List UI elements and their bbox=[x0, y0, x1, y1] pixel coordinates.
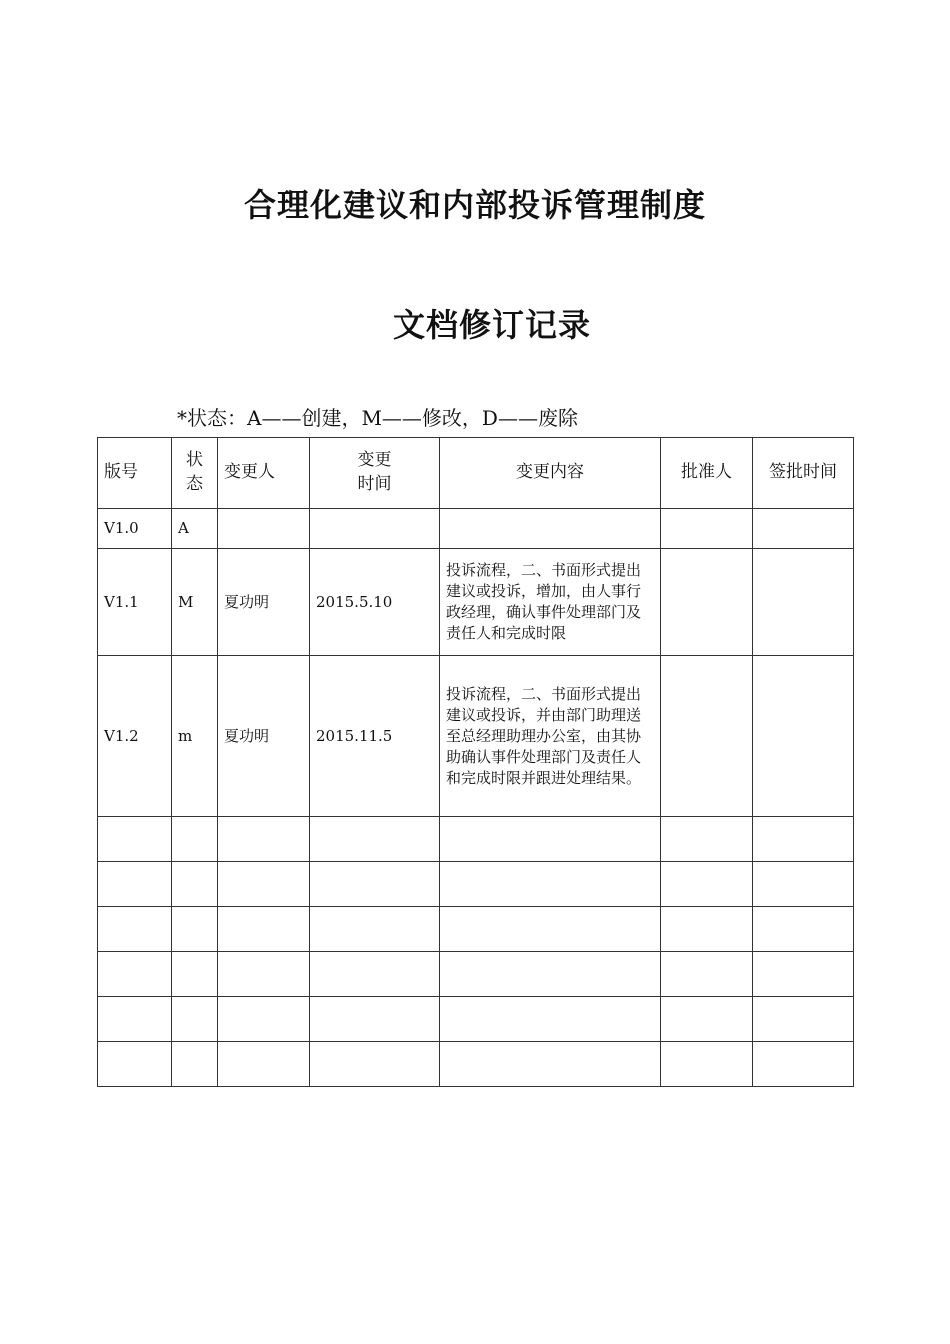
table-header-row bbox=[98, 438, 854, 509]
header-approver: 批准人 bbox=[661, 438, 753, 509]
table-row bbox=[98, 656, 854, 817]
empty-row bbox=[98, 862, 854, 907]
header-status bbox=[172, 438, 218, 509]
cell-time: 2015.11.5 bbox=[310, 656, 440, 817]
table-row bbox=[98, 509, 854, 549]
cell-content: 投诉流程，二、书面形式提出建议或投诉，并由部门助理送至总经理助理办公室，由其协助确认事件处理部门及责任人和完成时限并跟进处理结果。 bbox=[440, 656, 661, 817]
cell-approver bbox=[661, 656, 753, 817]
cell-version: V1.2 bbox=[98, 656, 172, 817]
cell-changer: 夏功明 bbox=[218, 656, 310, 817]
table-row bbox=[98, 549, 854, 656]
header-change-content: 变更内容 bbox=[440, 438, 661, 509]
revision-table bbox=[97, 437, 854, 1087]
header-version: 版号 bbox=[98, 438, 172, 509]
cell-content: 投诉流程，二、书面形式提出建议或投诉，增加，由人事行政经理，确认事件处理部门及责任人和完成时限 bbox=[440, 549, 661, 656]
cell-status: M bbox=[172, 549, 218, 656]
header-status-line1: 状 bbox=[186, 450, 203, 471]
cell-sign-time bbox=[753, 509, 854, 549]
header-change-time bbox=[310, 438, 440, 509]
empty-row bbox=[98, 817, 854, 862]
status-legend: *状态：A——创建，M——修改，D——废除 bbox=[177, 406, 578, 430]
cell-status: m bbox=[172, 656, 218, 817]
header-changer: 变更人 bbox=[218, 438, 310, 509]
cell-status: A bbox=[172, 509, 218, 549]
cell-time: 2015.5.10 bbox=[310, 549, 440, 656]
empty-row bbox=[98, 952, 854, 997]
cell-changer: 夏功明 bbox=[218, 549, 310, 656]
header-time-line1: 变更 bbox=[357, 450, 392, 471]
cell-approver bbox=[661, 549, 753, 656]
header-status-line2: 态 bbox=[186, 474, 203, 494]
revision-record-heading: 文档修订记录 bbox=[392, 306, 591, 344]
empty-row bbox=[98, 997, 854, 1042]
header-sign-time: 签批时间 bbox=[753, 438, 854, 509]
empty-row bbox=[98, 907, 854, 952]
cell-version: V1.1 bbox=[98, 549, 172, 656]
cell-changer bbox=[218, 509, 310, 549]
cell-sign-time bbox=[753, 549, 854, 656]
cell-sign-time bbox=[753, 656, 854, 817]
cell-time bbox=[310, 509, 440, 549]
cell-content bbox=[440, 509, 661, 549]
document-title: 合理化建议和内部投诉管理制度 bbox=[243, 186, 706, 224]
empty-row bbox=[98, 1042, 854, 1087]
header-time-line2: 时间 bbox=[357, 474, 392, 494]
cell-approver bbox=[661, 509, 753, 549]
cell-version: V1.0 bbox=[98, 509, 172, 549]
